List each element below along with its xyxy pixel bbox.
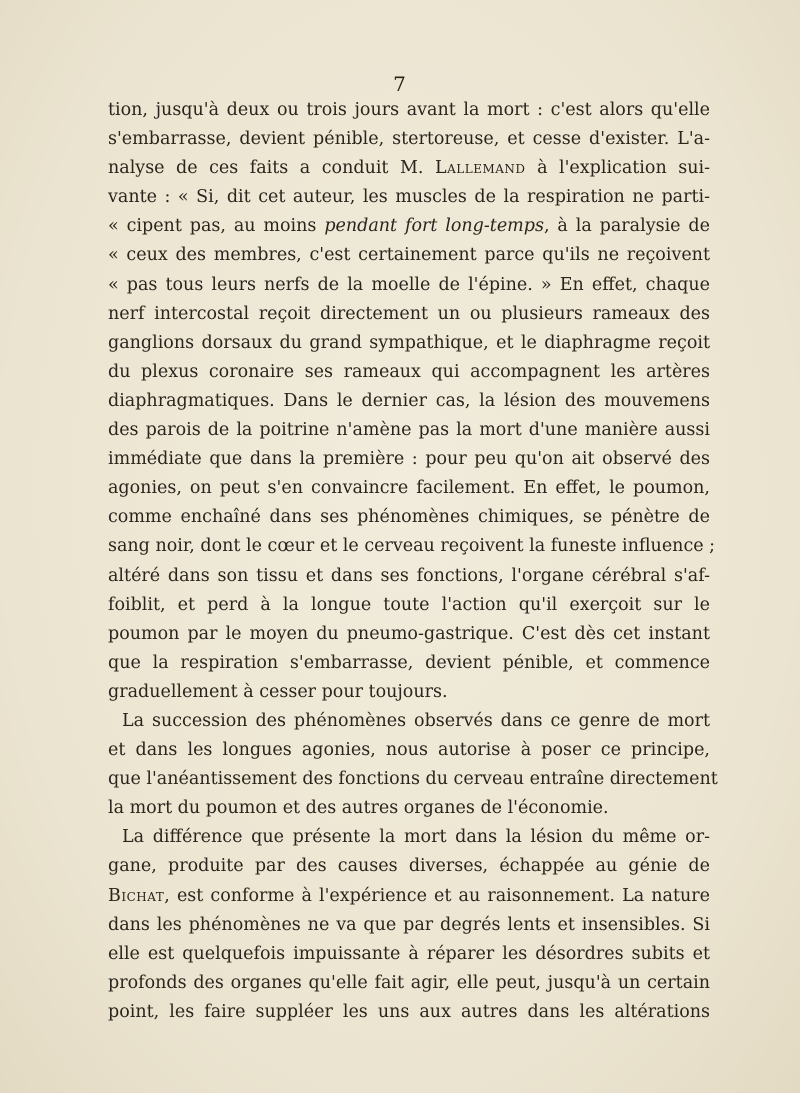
text-line (108, 620, 710, 649)
text-segment: que la respiration s'embarrasse, devient pénible, et commence (108, 652, 710, 673)
text-segment: profonds des organes qu'elle fait agir, elle peut, jusqu'à un certain (108, 972, 710, 993)
text-segment: diaphragmatiques. Dans le dernier cas, la lésion des mouvemens (108, 390, 710, 411)
text-line (108, 271, 710, 300)
text-segment: comme enchaîné dans ses phénomènes chimiques, se pénètre de (108, 507, 710, 528)
text-segment: immédiate que dans la première : pour peu qu'on ait observé des (108, 449, 710, 470)
text-segment: foiblit, et perd à la longue toute l'action qu'il exerçoit sur le (108, 594, 710, 615)
text-line (108, 329, 710, 358)
page-number: 7 (393, 72, 407, 96)
text-line (108, 678, 710, 707)
text-segment: poumon par le moyen du pneumo-gastrique. C'est dès cet instant (108, 623, 710, 644)
text-segment: vante : « Si, dit cet auteur, les muscles de la respiration ne parti- (108, 187, 710, 208)
text-segment: s'embarrasse, devient pénible, stertoreuse, et cesse d'exister. L'a- (108, 129, 710, 150)
text-segment: à l'explication sui- (525, 158, 710, 179)
paragraph-start-line (108, 707, 710, 736)
text-line (108, 591, 710, 620)
text-line (108, 998, 710, 1027)
text-line (108, 183, 710, 212)
text-line (108, 852, 710, 881)
text-line (108, 649, 710, 678)
text-line (108, 736, 710, 765)
text-line (108, 125, 710, 154)
text-line (108, 911, 710, 940)
text-line (108, 416, 710, 445)
text-segment: dans les phénomènes ne va que par degrés lents et insensibles. Si (108, 914, 710, 935)
text-segment: nalyse de ces faits a conduit M. (108, 158, 435, 179)
text-line (108, 765, 718, 794)
text-segment: « cipent pas, au moins (108, 216, 325, 237)
text-line (108, 794, 710, 823)
text-segment: du plexus coronaire ses rameaux qui accompagnent les artères (108, 361, 710, 382)
text-segment: gane, produite par des causes diverses, échappée au génie de (108, 856, 710, 877)
text-segment: tion, jusqu'à deux ou trois jours avant la mort : c'est alors qu'elle (108, 100, 710, 120)
text-line (108, 96, 710, 125)
text-segment: graduellement à cesser pour toujours. (108, 681, 448, 702)
text-line (108, 358, 710, 387)
text-line (108, 474, 710, 503)
text-line (108, 532, 716, 561)
text-segment: nerf intercostal reçoit directement un ou plusieurs rameaux des (108, 303, 710, 324)
text-line (108, 241, 710, 270)
text-segment: altéré dans son tissu et dans ses fonctions, l'organe cérébral s'af- (108, 565, 710, 586)
italic-phrase: pendant fort long-temps (324, 216, 544, 237)
text-segment: agonies, on peut s'en convaincre facilement. En effet, le poumon, (108, 478, 710, 499)
author-name-bichat: Bichat (108, 885, 165, 906)
text-segment: sang noir, dont le cœur et le cerveau reçoivent la funeste influence ; (108, 536, 716, 557)
text-segment: « pas tous leurs nerfs de la moelle de l'épine. » En effet, chaque (108, 274, 710, 295)
text-line (108, 940, 710, 969)
text-line (108, 882, 710, 911)
text-line (108, 154, 710, 183)
text-segment: La différence que présente la mort dans la lésion du même or- (122, 827, 710, 848)
text-segment: , à la paralysie de (543, 216, 710, 237)
text-segment: et dans les longues agonies, nous autorise à poser ce principe, (108, 740, 710, 761)
text-line (108, 562, 710, 591)
text-segment: elle est quelquefois impuissante à réparer les désordres subits et (108, 943, 710, 964)
text-line (108, 387, 710, 416)
text-segment: que l'anéantissement des fonctions du cerveau entraîne directement (108, 769, 718, 790)
text-segment: « ceux des membres, c'est certainement parce qu'ils ne reçoivent (108, 245, 710, 266)
text-segment: , est conforme à l'expérience et au raisonnement. La nature (164, 885, 710, 906)
text-segment: ganglions dorsaux du grand sympathique, et le diaphragme reçoit (108, 332, 710, 353)
text-segment: des parois de la poitrine n'amène pas la mort d'une manière aussi (108, 420, 710, 441)
author-name-lallemand: Lallemand (434, 158, 526, 179)
text-line (108, 445, 710, 474)
text-line (108, 969, 710, 998)
text-segment: la mort du poumon et des autres organes de l'économie. (108, 798, 609, 819)
text-line (108, 212, 710, 241)
paragraph-start-line (108, 823, 710, 852)
text-line (108, 300, 710, 329)
text-segment: La succession des phénomènes observés dans ce genre de mort (122, 710, 710, 731)
text-segment: point, les faire suppléer les uns aux autres dans les altérations (108, 1001, 710, 1022)
body-text (108, 96, 718, 1027)
text-line (108, 503, 710, 532)
